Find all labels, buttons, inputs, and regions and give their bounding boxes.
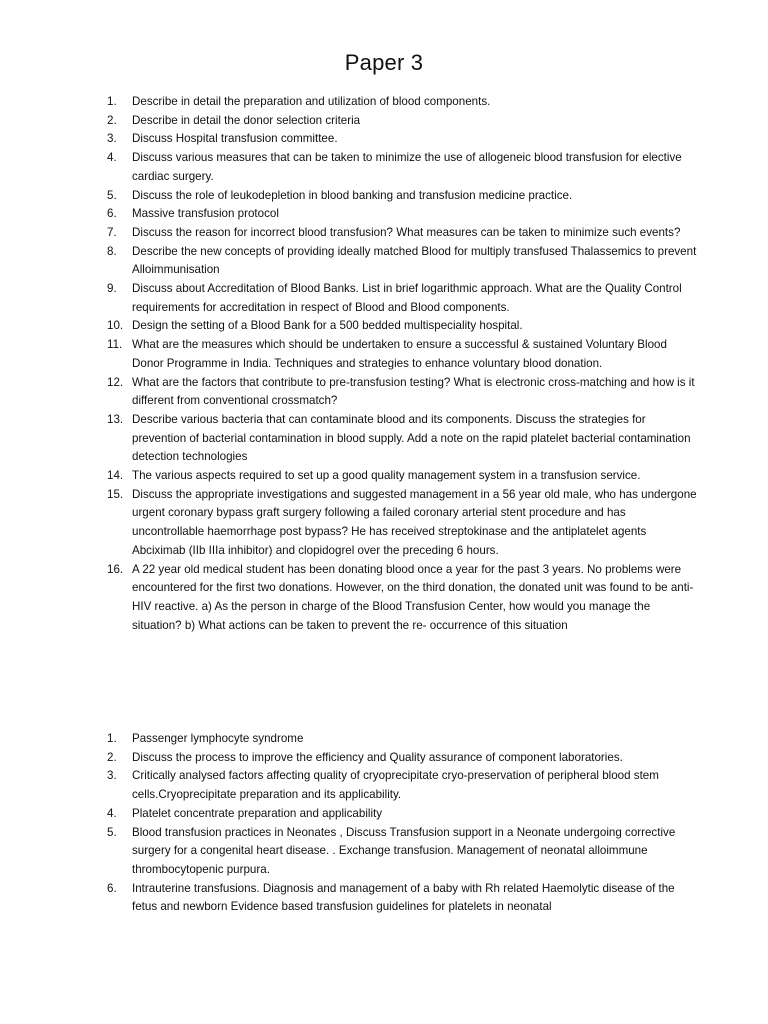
list-item — [107, 749, 697, 768]
item-number: 9. — [107, 282, 117, 296]
item-text: Massive transfusion protocol — [132, 207, 279, 221]
list-item — [107, 336, 697, 373]
list-item — [107, 317, 697, 336]
item-text: Design the setting of a Blood Bank for a 500 bedded multispeciality hospital. — [132, 319, 523, 333]
item-number: 3. — [107, 769, 117, 783]
item-number: 15. — [107, 487, 124, 501]
page-title: Paper 3 — [344, 50, 424, 75]
item-number: 7. — [107, 225, 117, 239]
item-number: 11. — [107, 338, 123, 352]
item-text: Describe various bacteria that can contaminate blood and its components. Discuss the strategies for prevention of bacterial contamination in blood supply. Add a note on the rapid platelet bacterial contamination detection technologies — [132, 412, 691, 464]
item-number: 16. — [107, 562, 124, 576]
item-text: The various aspects required to set up a good quality management system in a transfusion service. — [132, 469, 641, 483]
list-item — [107, 767, 697, 804]
item-text: Describe in detail the donor selection criteria — [132, 113, 361, 127]
item-text: Discuss various measures that can be taken to minimize the use of allogeneic blood transfusion for elective cardiac surgery. — [132, 151, 682, 183]
list-item — [107, 730, 697, 749]
item-number: 13. — [107, 412, 124, 426]
item-number: 8. — [107, 244, 117, 258]
item-number: 6. — [107, 881, 117, 895]
item-text: Intrauterine transfusions. Diagnosis and management of a baby with Rh related Haemolytic disease of the fetus and newborn Evidence based transfusion guidelines for platelets in neonatal — [132, 881, 675, 914]
list-item — [107, 561, 697, 636]
list-item — [107, 112, 697, 131]
item-text: Describe in detail the preparation and utilization of blood components. — [132, 95, 491, 108]
item-number: 1. — [107, 95, 117, 108]
item-number: 10. — [107, 319, 124, 333]
question-list-2 — [107, 730, 697, 917]
list-item — [107, 93, 697, 112]
item-number: 6. — [107, 207, 117, 221]
list-item — [107, 880, 697, 917]
item-text: Passenger lymphocyte syndrome — [132, 732, 304, 745]
item-text: Discuss the appropriate investigations and suggested management in a 56 year old male, who has undergone urgent coronary bypass graft surgery following a failed coronary arterial stent procedure and has uncontrollable haemorrhage post bypass? He has received streptokinase and the antiplatelet agents Abciximab (IIb IIIa inhibitor) and clopidogrel over the preceding 6 hours. — [132, 487, 697, 557]
item-text: Platelet concentrate preparation and applicability — [132, 806, 383, 820]
item-number: 1. — [107, 732, 117, 745]
list-item — [107, 486, 697, 561]
item-text: Discuss the process to improve the efficiency and Quality assurance of component laboratories. — [132, 750, 623, 764]
item-text: Blood transfusion practices in Neonates , Discuss Transfusion support in a Neonate undergoing corrective surgery for a congenital heart disease. . Exchange transfusion. Management of neonatal alloimmune thrombocytopenic purpura. — [132, 825, 676, 876]
item-text: Discuss the role of leukodepletion in blood banking and transfusion medicine practice. — [132, 188, 573, 202]
list-item — [107, 467, 697, 486]
question-list-1 — [107, 93, 697, 635]
list-item — [107, 224, 697, 243]
list-item — [107, 824, 697, 880]
list-item — [107, 805, 697, 824]
item-text: What are the factors that contribute to pre-transfusion testing? What is electronic cross-matching and how is it different from conventional crossmatch? — [132, 375, 695, 408]
list-item — [107, 187, 697, 206]
list-item — [107, 205, 697, 224]
list-item — [107, 243, 697, 280]
item-text: Critically analysed factors affecting quality of cryoprecipitate cryo-preservation of peripheral blood stem cells.Cryoprecipitate preparation and its applicability. — [132, 769, 659, 802]
item-text: Discuss Hospital transfusion committee. — [132, 132, 338, 146]
item-number: 3. — [107, 132, 117, 146]
item-number: 2. — [107, 750, 117, 764]
list-item — [107, 149, 697, 186]
item-number: 12. — [107, 375, 124, 389]
item-text: What are the measures which should be undertaken to ensure a successful & sustained Voluntary Blood Donor Programme in India. Techniques and strategies to enhance voluntary blood donation. — [132, 338, 667, 370]
item-number: 4. — [107, 151, 117, 165]
item-text: Describe the new concepts of providing ideally matched Blood for multiply transfused Thalassemics to prevent Alloimmunisation — [132, 244, 697, 277]
item-number: 5. — [107, 188, 117, 202]
item-number: 14. — [107, 469, 124, 483]
list-item — [107, 411, 697, 467]
item-text: Discuss about Accreditation of Blood Banks. List in brief logarithmic approach. What are the Quality Control requirements for accreditation in respect of Blood and Blood components. — [132, 282, 682, 314]
item-number: 5. — [107, 825, 117, 839]
item-number: 4. — [107, 806, 117, 820]
item-text: A 22 year old medical student has been donating blood once a year for the past 3 years. No problems were encountered for the first two donations. However, on the third donation, the donated unit was found to be anti-HIV reactive. a) As the person in charge of the Blood Transfusion Center, how would you manage the situation? b) What actions can be taken to prevent the re- occurrence of this situation — [132, 562, 694, 632]
item-number: 2. — [107, 113, 117, 127]
item-text: Discuss the reason for incorrect blood transfusion? What measures can be taken to minimize such events? — [132, 225, 681, 239]
list-item — [107, 130, 697, 149]
list-item — [107, 280, 697, 317]
list-item — [107, 374, 697, 411]
